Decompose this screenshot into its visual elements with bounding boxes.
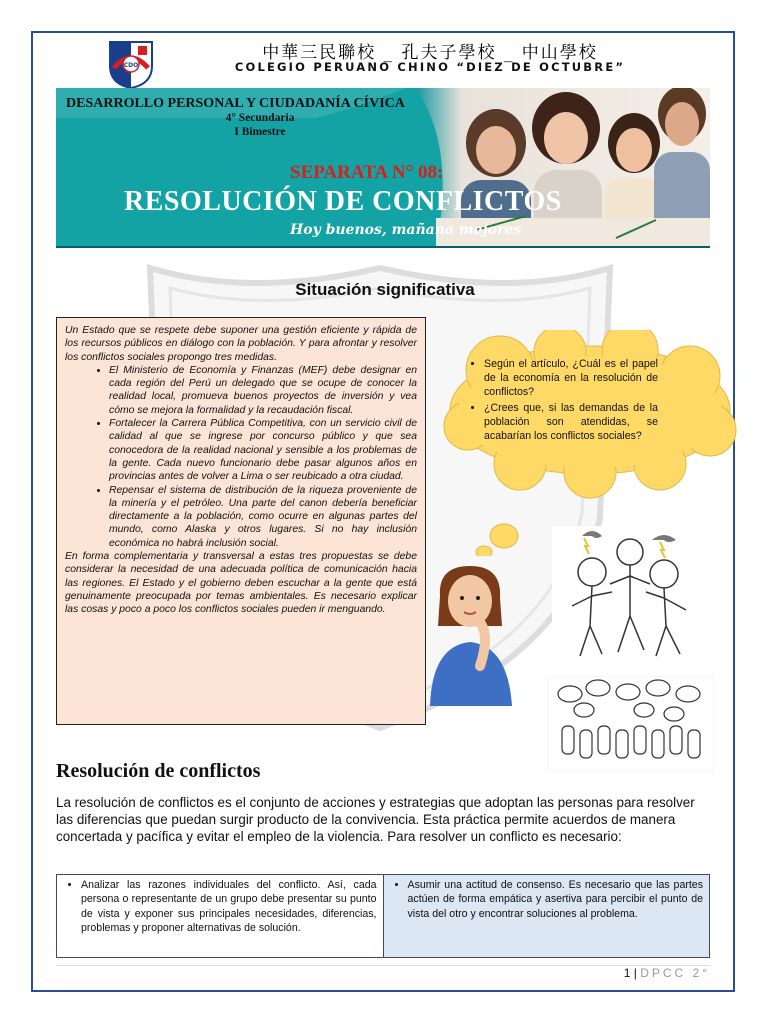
- section-title: Resolución de conflictos: [56, 760, 261, 782]
- measure-item: • El Ministerio de Economía y Finanzas (MEF) debe designar en cada región del Perú un delegado que se ocupe de conocer la realidad local, promueva buenos proyectos de inversión y vea cómo se mejora la formalidad y la recaudación fiscal.: [109, 364, 417, 417]
- logo-text: CDO: [123, 62, 139, 69]
- grade-level: 4° Secundaria: [225, 112, 295, 124]
- table-cell-left: [57, 875, 384, 958]
- page-number: 1: [623, 966, 631, 980]
- period: I Bimestre: [234, 126, 286, 138]
- question-item: • Según el artículo, ¿Cuál es el papel de la economía en la resolución de conflictos?: [484, 358, 658, 399]
- page-title: RESOLUCIÓN DE CONFLICTOS: [124, 186, 562, 217]
- table-row: [57, 875, 710, 958]
- reflection-questions: [474, 358, 658, 447]
- situation-closing: En forma complementaria y transversal a estas tres propuestas se debe considerar la necesidad de una adecuada política de comunicación hacia las regiones. El Estado y el gobierno deben escuchar a la gente que está genuinamente preocupada por temas ambientales. Es necesario explicar las cosas y poco a poco los conflictos sociales pueden ir menguando.: [65, 551, 417, 616]
- page-footer: [600, 966, 710, 980]
- slogan: Hoy buenos, mañana mejores: [290, 222, 522, 238]
- measure-item: • Repensar el sistema de distribución de la riqueza proveniente de la minería y el petróleo. Una parte del canon debería beneficiar directamente a la población, como ocurre en algunas partes del mundo, como Alaska y otros lugares. Si no hay inclusión económica no habrá inclusión social.: [109, 484, 417, 550]
- measures-list: [65, 364, 417, 550]
- requirement-item: • Asumir una actitud de consenso. Es necesario que las partes actúen de forma empática y asertiva para percibir el punto de vista del otro y encontrar soluciones al problema.: [408, 878, 704, 921]
- measure-item: • Fortalecer la Carrera Pública Competitiva, con un servicio civil de calidad al que se ingrese por concurso público y que sea conocedora de la realidad nacional y sensible a los problemas de la gente. Cada nuevo funcionario debe pasar algunos años en provincias antes de volver a Lima o ser reubicado a otra ciudad.: [109, 417, 417, 483]
- requirements-table: [56, 874, 710, 958]
- school-name-chinese: 中華三民聯校 _ 孔夫子學校 _ 中山學校: [262, 43, 598, 63]
- situation-box: [56, 317, 426, 725]
- school-name-spanish: COLEGIO PERUANO CHINO “DIEZ DE OCTUBRE”: [234, 60, 626, 74]
- school-logo: [106, 38, 156, 90]
- question-item: • ¿Crees que, si las demandas de la población son atendidas, se acabarían los conflictos sociales?: [484, 402, 658, 443]
- situation-title: Situación significativa: [295, 280, 475, 299]
- thinking-girl-illustration: [420, 556, 530, 706]
- dialogue-crowd-illustration: [548, 676, 714, 772]
- footer-label: DPCC 2°: [640, 966, 710, 980]
- course-name: DESARROLLO PERSONAL Y CIUDADANÍA CÍVICA: [66, 96, 405, 111]
- footer-separator: |: [633, 966, 637, 980]
- requirement-item: • Analizar las razones individuales del conflicto. Así, cada persona o representante de un grupo debe presentar su punto de vista y exponer sus principales necesidades, diferencias, problemas y proponer alternativas de solución.: [81, 878, 377, 936]
- table-cell-right: [383, 875, 710, 958]
- conflict-sketch-illustration: [552, 526, 704, 666]
- section-paragraph: La resolución de conflictos es el conjunto de acciones y estrategias que adoptan las personas para resolver las diferencias que puedan surgir producto de la convivencia. Esta práctica permite acuerdos de manera concertada y pacífica y evitar el empleo de la violencia. Para resolver un conflicto es necesario:: [56, 795, 695, 844]
- separata-number: SEPARATA N° 08:: [290, 162, 444, 183]
- situation-intro: Un Estado que se respete debe suponer una gestión eficiente y rápida de los recursos públicos en diálogo con la población. Y para afrontar y resolver los conflictos sociales propongo tres medidas.: [65, 325, 417, 363]
